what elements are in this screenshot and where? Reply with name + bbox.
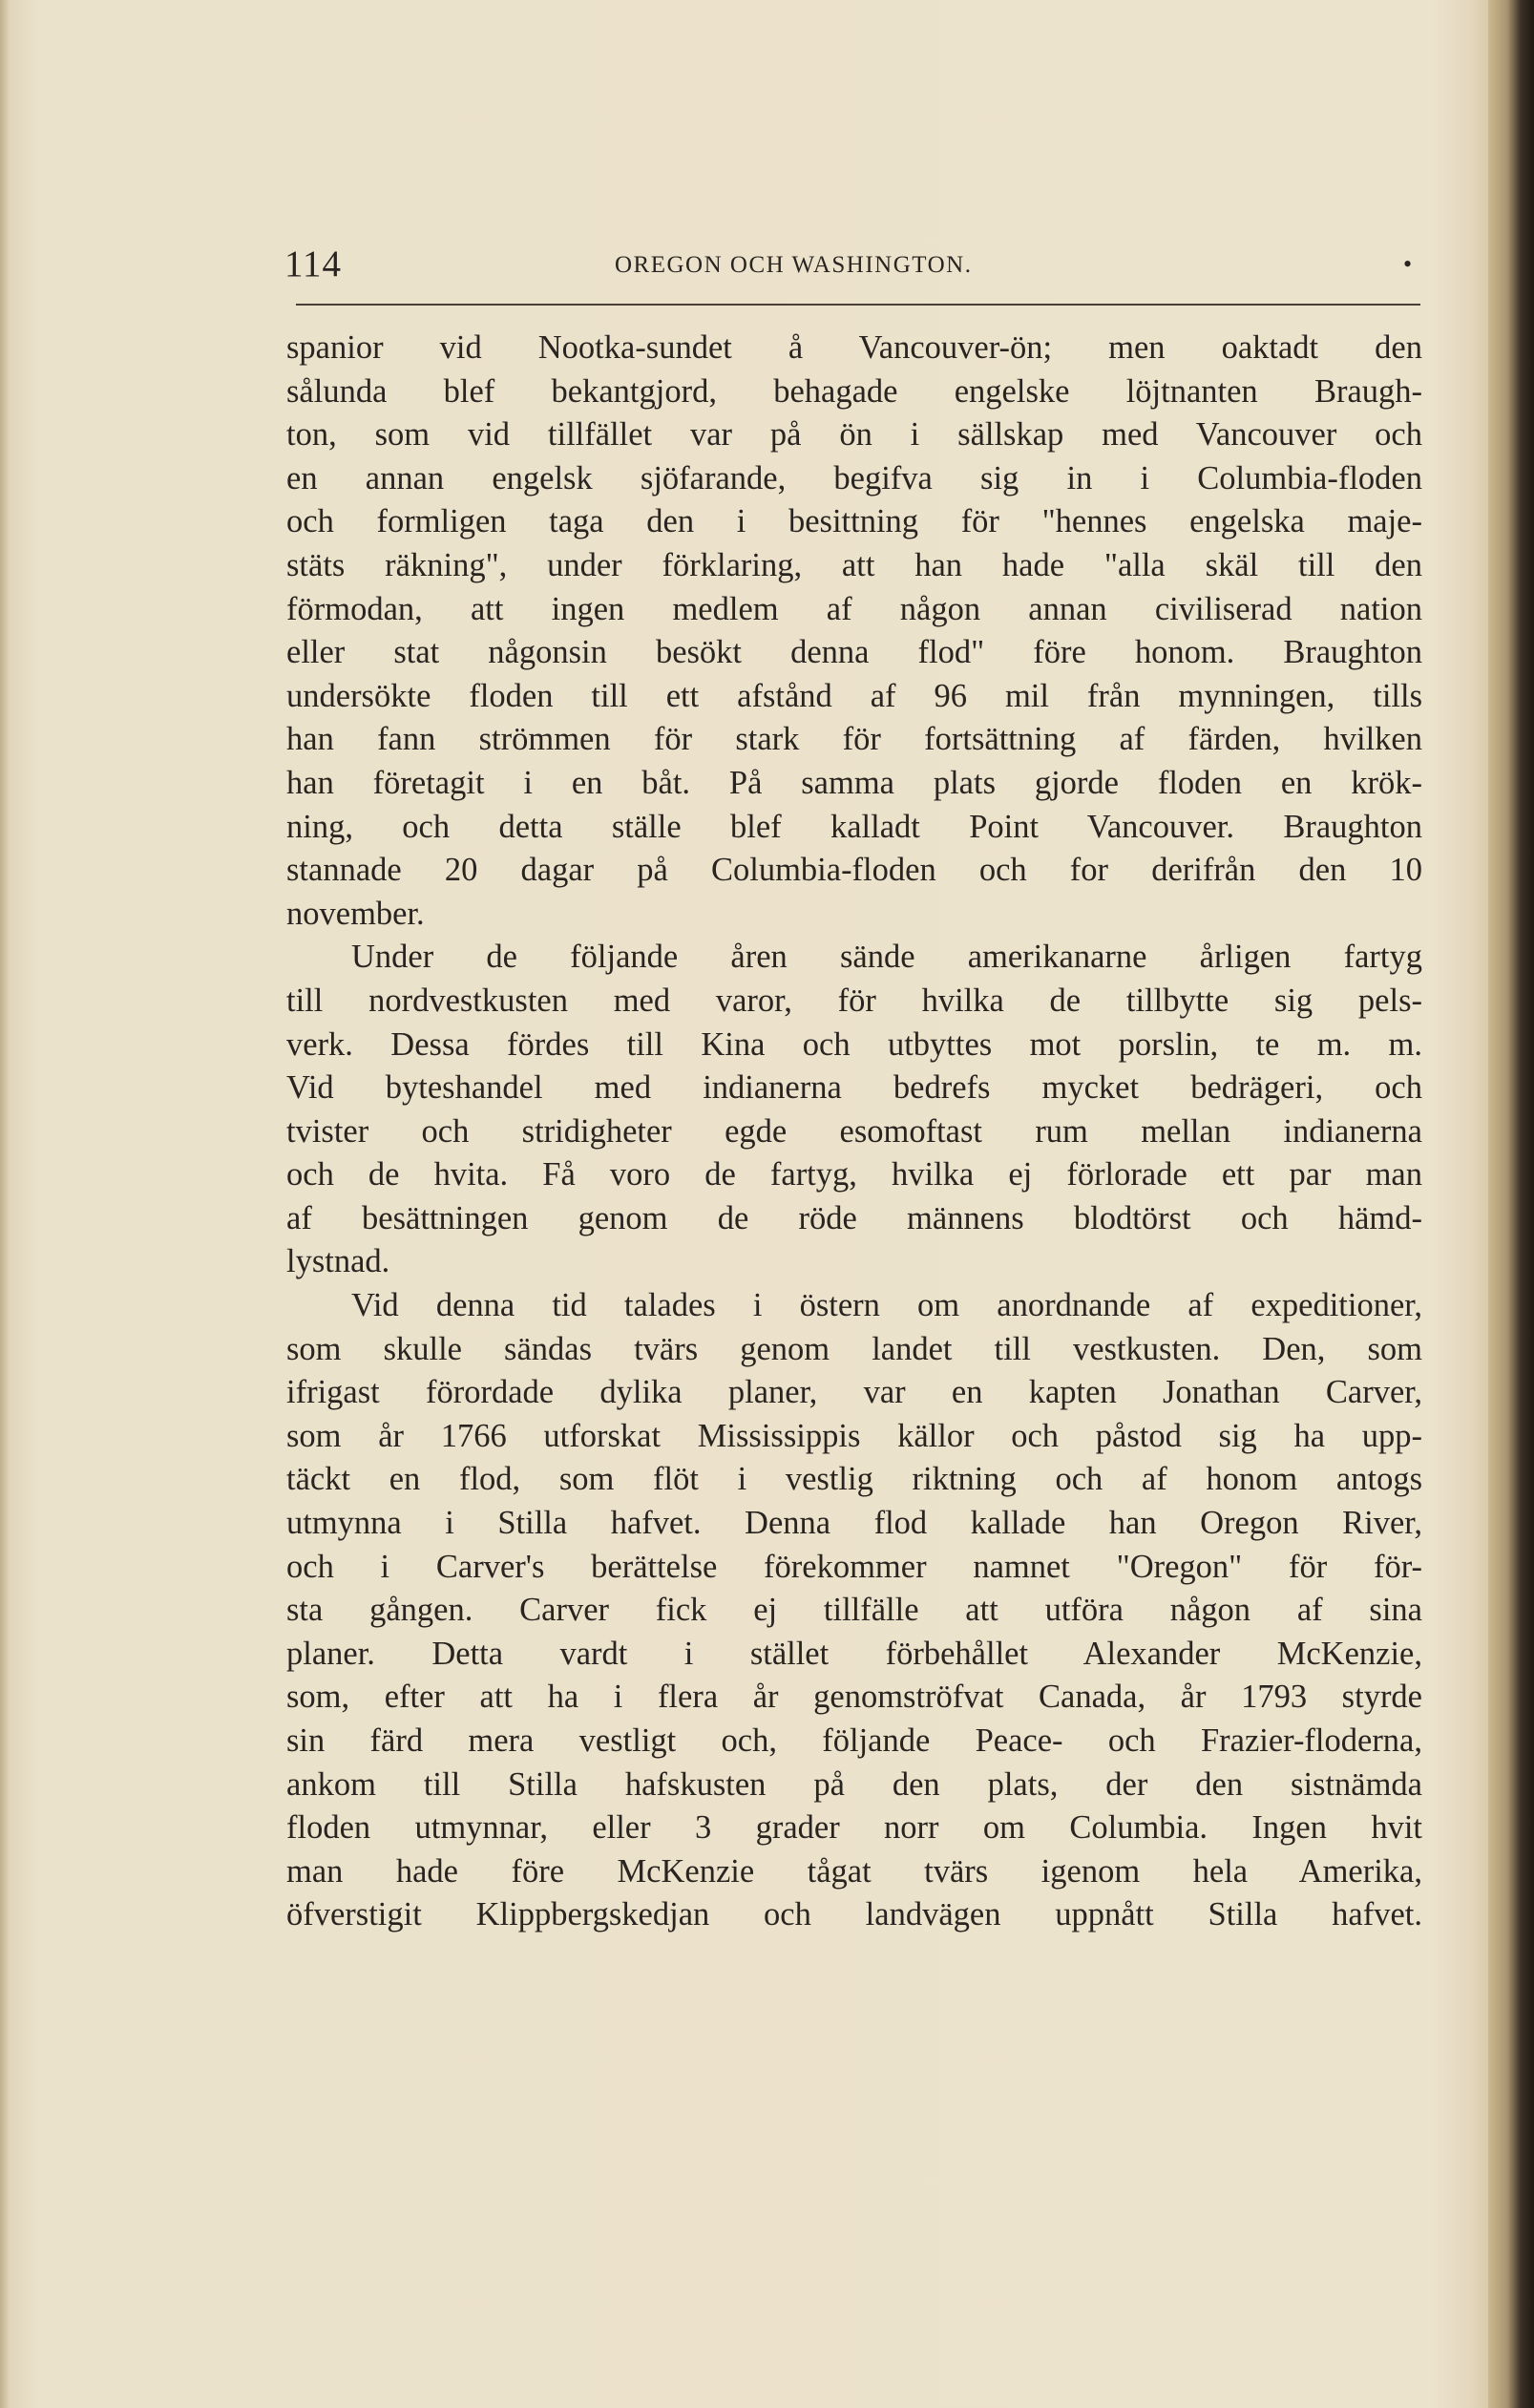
text-line: Under de följande åren sände amerikanarne årligen fartyg [351,939,1422,976]
page-header [284,237,1430,294]
text-line: och de hvita. Få voro de fartyg, hvilka ej förlorade ett par man [286,1156,1422,1193]
body-text [286,327,1422,1937]
text-line: sin färd mera vestligt och, följande Peace- och Frazier-floderna, [286,1722,1422,1759]
text-line: Vid denna tid talades i östern om anordnande af expeditioner, [351,1287,1422,1324]
text-line: sålunda blef bekantgjord, behagade engelske löjtnanten Braugh- [286,372,1422,410]
text-line: stäts räkning", under förklaring, att han hade "alla skäl till den [286,546,1422,583]
text-line: verk. Dessa fördes till Kina och utbyttes mot porslin, te m. m. [286,1025,1422,1063]
text-line: som skulle sändas tvärs genom landet till vestkusten. Den, som [286,1330,1422,1367]
text-line: öfverstigit Klippbergskedjan och landvägen uppnått Stilla hafvet. [286,1896,1422,1933]
text-line: november. [286,895,425,932]
text-line: som år 1766 utforskat Mississippis källor och påstod sig ha upp- [286,1417,1422,1454]
text-line: och i Carver's berättelse förekommer namnet "Oregon" för för- [286,1548,1422,1585]
text-line: af besättningen genom de röde männens blodtörst och hämd- [286,1199,1422,1236]
text-line: stannade 20 dagar på Columbia-floden och for derifrån den 10 [286,852,1422,889]
text-line: spanior vid Nootka-sundet å Vancouver-ön; men oaktadt den [286,329,1422,366]
header-mark: • [1403,250,1413,278]
text-line: ifrigast förordade dylika planer, var en kapten Jonathan Carver, [286,1374,1422,1411]
page-number: 114 [284,243,343,285]
text-line: ning, och detta ställe blef kalladt Point Vancouver. Braughton [286,808,1422,845]
text-line: undersökte floden till ett afstånd af 96 mil från mynningen, tills [286,677,1422,714]
running-head: OREGON OCH WASHINGTON. [615,252,973,278]
text-line: sta gången. Carver fick ej tillfälle att utföra någon af sina [286,1592,1422,1629]
text-line: och formligen taga den i besittning för "hennes engelska maje- [286,503,1422,540]
book-spine-edge [1488,0,1534,2408]
text-line: han fann strömmen för stark för fortsättning af färden, hvilken [286,721,1422,758]
text-line: förmodan, att ingen medlem af någon annan civiliserad nation [286,590,1422,627]
text-line: lystnad. [286,1243,390,1280]
text-line: han företagit i en båt. På samma plats gjorde floden en krök- [286,764,1422,801]
text-line: täckt en flod, som flöt i vestlig riktning och af honom antogs [286,1461,1422,1498]
page-left-edge [0,0,10,2408]
text-line: Vid byteshandel med indianerna bedrefs mycket bedrägeri, och [286,1069,1422,1107]
text-line: planer. Detta vardt i stället förbehållet Alexander McKenzie, [286,1635,1422,1672]
text-line: som, efter att ha i flera år genomströfvat Canada, år 1793 styrde [286,1679,1422,1716]
text-line: floden utmynnar, eller 3 grader norr om Columbia. Ingen hvit [286,1809,1422,1847]
text-line: ton, som vid tillfället var på ön i sällskap med Vancouver och [286,416,1422,454]
text-line: tvister och stridigheter egde esomoftast rum mellan indianerna [286,1112,1422,1150]
text-line: till nordvestkusten med varor, för hvilka de tillbytte sig pels- [286,982,1422,1019]
text-line: utmynna i Stilla hafvet. Denna flod kallade han Oregon River, [286,1505,1422,1542]
text-line: eller stat någonsin besökt denna flod" före honom. Braughton [286,634,1422,671]
header-rule [296,304,1420,306]
text-line: man hade före McKenzie tågat tvärs igenom hela Amerika, [286,1852,1422,1890]
text-line: ankom till Stilla hafskusten på den plats, der den sistnämda [286,1765,1422,1803]
text-line: en annan engelsk sjöfarande, begifva sig in i Columbia-floden [286,459,1422,496]
